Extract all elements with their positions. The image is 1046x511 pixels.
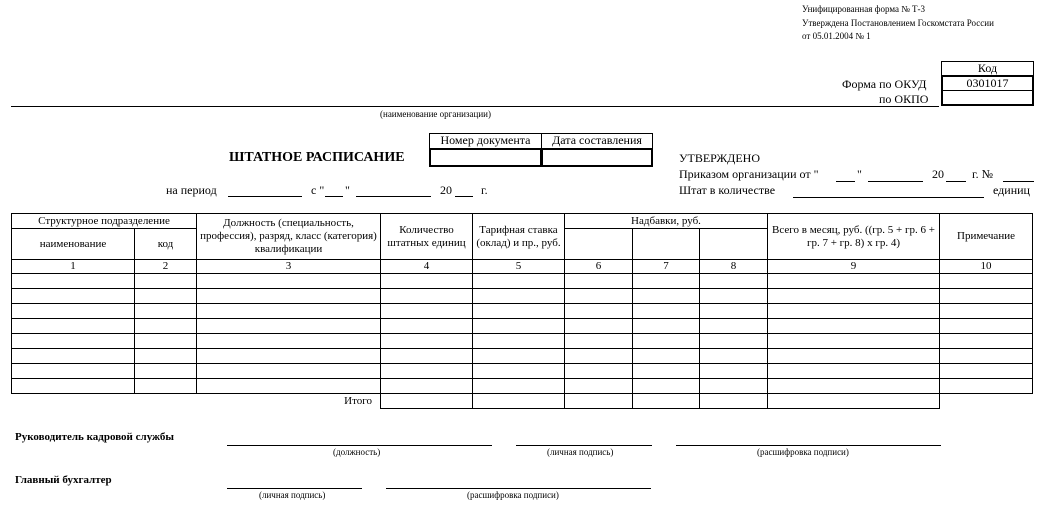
total-label: Итого — [344, 394, 372, 407]
col-number: 4 — [381, 260, 473, 274]
table-row[interactable] — [12, 319, 1033, 334]
period-year-suffix: г. — [481, 183, 488, 197]
staff-count-label: Штат в количестве — [679, 183, 776, 197]
hr-signature-caption: (личная подпись) — [547, 447, 614, 457]
header-code: код — [135, 229, 197, 260]
acc-signature-caption: (личная подпись) — [259, 490, 326, 500]
doc-title: ШТАТНОЕ РАСПИСАНИЕ — [229, 150, 405, 165]
form-number: Унифицированная форма № Т-3 — [802, 4, 926, 14]
header-count: Количество штатных единиц — [381, 214, 473, 260]
col-number: 7 — [633, 260, 700, 274]
period-from-label: с " — [311, 183, 325, 197]
period-label: на период — [166, 183, 217, 197]
period-year-field[interactable] — [455, 196, 473, 197]
col-number: 1 — [12, 260, 135, 274]
approved-day-field[interactable] — [836, 181, 855, 182]
header-struct: Структурное подразделение — [12, 214, 197, 229]
total-row — [12, 394, 1033, 409]
form-approval: Утверждена Постановлением Госкомстата России — [802, 18, 994, 28]
table-row[interactable] — [12, 304, 1033, 319]
header-rate: Тарифная ставка (оклад) и пр., руб. — [473, 214, 565, 260]
approved-year-prefix: 20 — [932, 167, 944, 181]
col-number: 2 — [135, 260, 197, 274]
period-year-prefix: 20 — [440, 183, 452, 197]
approved-number-label: г. № — [972, 167, 994, 181]
total-bonus-1[interactable] — [565, 394, 633, 409]
period-field-1[interactable] — [228, 196, 302, 197]
kod-header: Код — [941, 61, 1034, 76]
form-date: от 05.01.2004 № 1 — [802, 31, 871, 41]
period-day-field[interactable] — [325, 196, 343, 197]
staff-table — [11, 213, 1033, 409]
okud-label: Форма по ОКУД — [842, 77, 927, 91]
period-quote: " — [345, 183, 350, 197]
col-number: 8 — [700, 260, 768, 274]
col-number: 6 — [565, 260, 633, 274]
total-rate[interactable] — [473, 394, 565, 409]
hr-position-field[interactable] — [227, 445, 492, 446]
header-name: наименование — [12, 229, 135, 260]
table-row[interactable] — [12, 379, 1033, 394]
table-row[interactable] — [12, 364, 1033, 379]
header-position: Должность (специальность, профессия), разряд, класс (категория) квалификации — [197, 214, 381, 260]
table-row[interactable] — [12, 334, 1033, 349]
col-number: 9 — [768, 260, 940, 274]
period-month-field[interactable] — [356, 196, 431, 197]
total-bonus-3[interactable] — [700, 394, 768, 409]
hr-decode-field[interactable] — [676, 445, 941, 446]
col-number: 3 — [197, 260, 381, 274]
total-count[interactable] — [381, 394, 473, 409]
col-number: 5 — [473, 260, 565, 274]
doc-num-field[interactable] — [429, 148, 542, 167]
approved-year-field[interactable] — [946, 181, 966, 182]
approved-title: УТВЕРЖДЕНО — [679, 151, 761, 165]
header-bonus-2 — [633, 229, 700, 260]
chief-accountant-label: Главный бухгалтер — [15, 474, 112, 486]
doc-date-header: Дата составления — [541, 133, 653, 149]
header-bonus: Надбавки, руб. — [565, 214, 768, 229]
header-bonus-1 — [565, 229, 633, 260]
header-total: Всего в месяц, руб. ((гр. 5 + гр. 6 + гр. 7 + гр. 8) х гр. 4) — [768, 214, 940, 260]
table-row[interactable] — [12, 274, 1033, 289]
okpo-label: по ОКПО — [879, 92, 929, 106]
approved-month-field[interactable] — [868, 181, 923, 182]
approved-quote: " — [857, 167, 862, 181]
total-bonus-2[interactable] — [633, 394, 700, 409]
header-bonus-3 — [700, 229, 768, 260]
staff-units-label: единиц — [993, 183, 1030, 197]
column-numbers-row — [12, 260, 1033, 274]
acc-decode-field[interactable] — [386, 488, 651, 489]
acc-decode-caption: (расшифровка подписи) — [467, 490, 559, 500]
table-row[interactable] — [12, 289, 1033, 304]
total-sum[interactable] — [768, 394, 940, 409]
staff-count-field[interactable] — [793, 197, 984, 198]
hr-position-caption: (должность) — [333, 447, 381, 457]
table-row[interactable] — [12, 349, 1033, 364]
okpo-value — [941, 90, 1034, 106]
hr-decode-caption: (расшифровка подписи) — [757, 447, 849, 457]
org-caption: (наименование организации) — [380, 109, 491, 119]
org-name-line — [11, 106, 939, 107]
okud-value: 0301017 — [941, 75, 1034, 91]
doc-num-header: Номер документа — [429, 133, 542, 149]
hr-signature-field[interactable] — [516, 445, 652, 446]
acc-signature-field[interactable] — [227, 488, 362, 489]
hr-head-label: Руководитель кадровой службы — [15, 431, 174, 443]
col-number: 10 — [940, 260, 1033, 274]
doc-date-field[interactable] — [541, 148, 653, 167]
header-note: Примечание — [940, 214, 1033, 260]
approved-number-field[interactable] — [1003, 181, 1034, 182]
approved-order-label: Приказом организации от " — [679, 167, 819, 181]
